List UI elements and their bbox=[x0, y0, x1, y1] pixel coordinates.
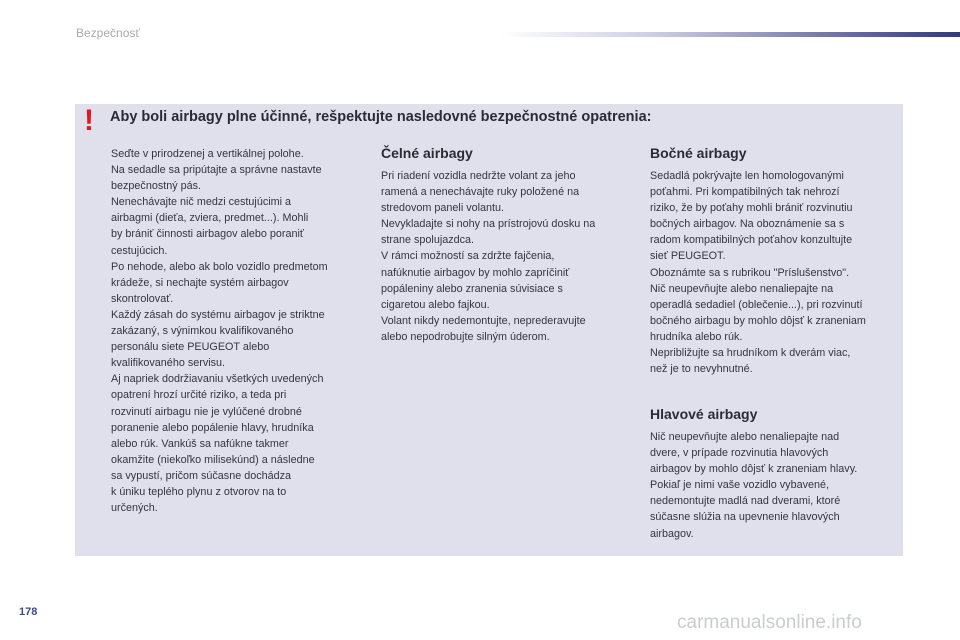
text-line: alebo rúk. Vankúš sa nafúkne takmer bbox=[111, 437, 289, 450]
text-line: personálu siete PEUGEOT alebo bbox=[111, 341, 270, 354]
text-line: k úniku teplého plynu z otvorov na to bbox=[111, 485, 287, 498]
text-line: nedemontujte madlá nad dverami, ktoré bbox=[650, 495, 841, 508]
text-line: riziko, že by poťahy mohli brániť rozvinutiu bbox=[650, 202, 853, 215]
side-airbags-column bbox=[650, 144, 902, 377]
text-line: ramená a nenechávajte ruky položené na bbox=[381, 186, 580, 199]
text-line: popáleniny alebo zranenia súvisiace s bbox=[381, 282, 563, 295]
text-line: určených. bbox=[111, 502, 158, 515]
text-line: airbagov. bbox=[650, 527, 694, 540]
text-line: cigaretou alebo fajkou. bbox=[381, 298, 490, 311]
text-line: Po nehode, alebo ak bolo vozidlo predmetom bbox=[111, 260, 328, 273]
head-airbags-column bbox=[650, 405, 902, 542]
text-line: alebo nepodrobujte silným úderom. bbox=[381, 330, 550, 343]
text-line: súčasne slúžia na upevnenie hlavových bbox=[650, 511, 840, 524]
front-airbags-title: Čelné airbagy bbox=[381, 145, 473, 161]
front-airbags-text bbox=[381, 168, 631, 345]
text-line: hrudníka alebo rúk. bbox=[650, 330, 743, 343]
text-line: bočného airbagu by mohlo dôjsť k zraneniam bbox=[650, 314, 866, 327]
text-line: bezpečnostný pás. bbox=[111, 180, 202, 193]
text-line: Nenechávajte nič medzi cestujúcimi a bbox=[111, 196, 292, 209]
text-line: rozvinutí airbagu nie je vylúčené drobné bbox=[111, 405, 302, 418]
text-line: by brániť činnosti airbagov alebo poraniť bbox=[111, 228, 304, 241]
text-line: cestujúcich. bbox=[111, 244, 168, 257]
text-line: strane spolujazdca. bbox=[381, 234, 475, 247]
text-line: Nevykladajte si nohy na prístrojovú dosku na bbox=[381, 218, 596, 231]
text-line: Každý zásah do systému airbagov je striktne bbox=[111, 308, 325, 321]
text-line: sa vypustí, pričom súčasne dochádza bbox=[111, 469, 292, 482]
text-line: Nič neupevňujte alebo nenaliepajte na bbox=[650, 282, 834, 295]
text-line: Pri riadení vozidla nedržte volant za jeho bbox=[381, 170, 576, 182]
text-line: stredovom paneli volantu. bbox=[381, 202, 505, 215]
text-line: Aj napriek dodržiavaniu všetkých uvedených bbox=[111, 373, 324, 386]
general-precautions-column bbox=[111, 146, 371, 516]
text-line: Sedadlá pokrývajte len homologovanými bbox=[650, 170, 844, 182]
text-line: zakázaný, s výnimkou kvalifikovaného bbox=[111, 325, 294, 338]
text-line: nafúknutie airbagov by mohlo zapríčiniť bbox=[381, 266, 570, 279]
side-airbags-text bbox=[650, 168, 902, 377]
head-airbags-text bbox=[650, 429, 902, 542]
text-line: V rámci možností sa zdržte fajčenia, bbox=[381, 250, 555, 263]
header-gradient-bar bbox=[500, 32, 960, 37]
warning-heading: Aby boli airbagy plne účinné, rešpektujte nasledovné bezpečnostné opatrenia: bbox=[110, 109, 652, 125]
exclamation-warning-icon: ! bbox=[84, 104, 94, 137]
text-line: Seďte v prirodzenej a vertikálnej polohe. bbox=[111, 148, 304, 160]
text-line: airbagov by mohlo dôjsť k zraneniam hlavy. bbox=[650, 463, 858, 476]
text-line: Oboznámte sa s rubrikou "Príslušenstvo". bbox=[650, 266, 850, 279]
text-line: Volant nikdy nedemontujte, neprederavujte bbox=[381, 314, 586, 327]
text-line: dvere, v prípade rozvinutia hlavových bbox=[650, 447, 829, 460]
text-line: operadlá sedadiel (oblečenie...), pri rozvinutí bbox=[650, 298, 863, 311]
front-airbags-column bbox=[381, 144, 631, 345]
side-airbags-title: Bočné airbagy bbox=[650, 145, 747, 161]
text-line: sieť PEUGEOT. bbox=[650, 250, 726, 263]
text-line: než je to nevyhnutné. bbox=[650, 363, 753, 376]
text-line: airbagmi (dieťa, zviera, predmet...). Mohli bbox=[111, 212, 309, 225]
text-line: kvalifikovaného servisu. bbox=[111, 357, 226, 370]
text-line: poťahmi. Pri kompatibilných tak nehrozí bbox=[650, 186, 840, 199]
text-line: krádeže, si nechajte systém airbagov bbox=[111, 276, 289, 289]
text-line: radom kompatibilných poťahov konzultujte bbox=[650, 234, 853, 247]
section-title: Bezpečnosť bbox=[76, 26, 140, 40]
text-line: bočných airbagov. Na oboznámenie sa s bbox=[650, 218, 845, 231]
text-line: opatrení hrozí určité riziko, a teda pri bbox=[111, 389, 287, 402]
text-line: poranenie alebo popálenie hlavy, hrudníka bbox=[111, 421, 314, 434]
page-number: 178 bbox=[19, 606, 38, 618]
head-airbags-title: Hlavové airbagy bbox=[650, 406, 758, 422]
text-line: Nič neupevňujte alebo nenaliepajte nad bbox=[650, 431, 840, 443]
text-line: okamžite (niekoľko milisekúnd) a následne bbox=[111, 453, 315, 466]
text-line: skontrolovať. bbox=[111, 292, 174, 305]
text-line: Pokiaľ je nimi vaše vozidlo vybavené, bbox=[650, 479, 829, 492]
text-line: Na sedadle sa pripútajte a správne nastavte bbox=[111, 164, 322, 177]
watermark: carmanualsonline.info bbox=[677, 612, 862, 633]
general-precautions-text bbox=[111, 146, 371, 516]
text-line: Nepribližujte sa hrudníkom k dverám viac, bbox=[650, 347, 851, 360]
